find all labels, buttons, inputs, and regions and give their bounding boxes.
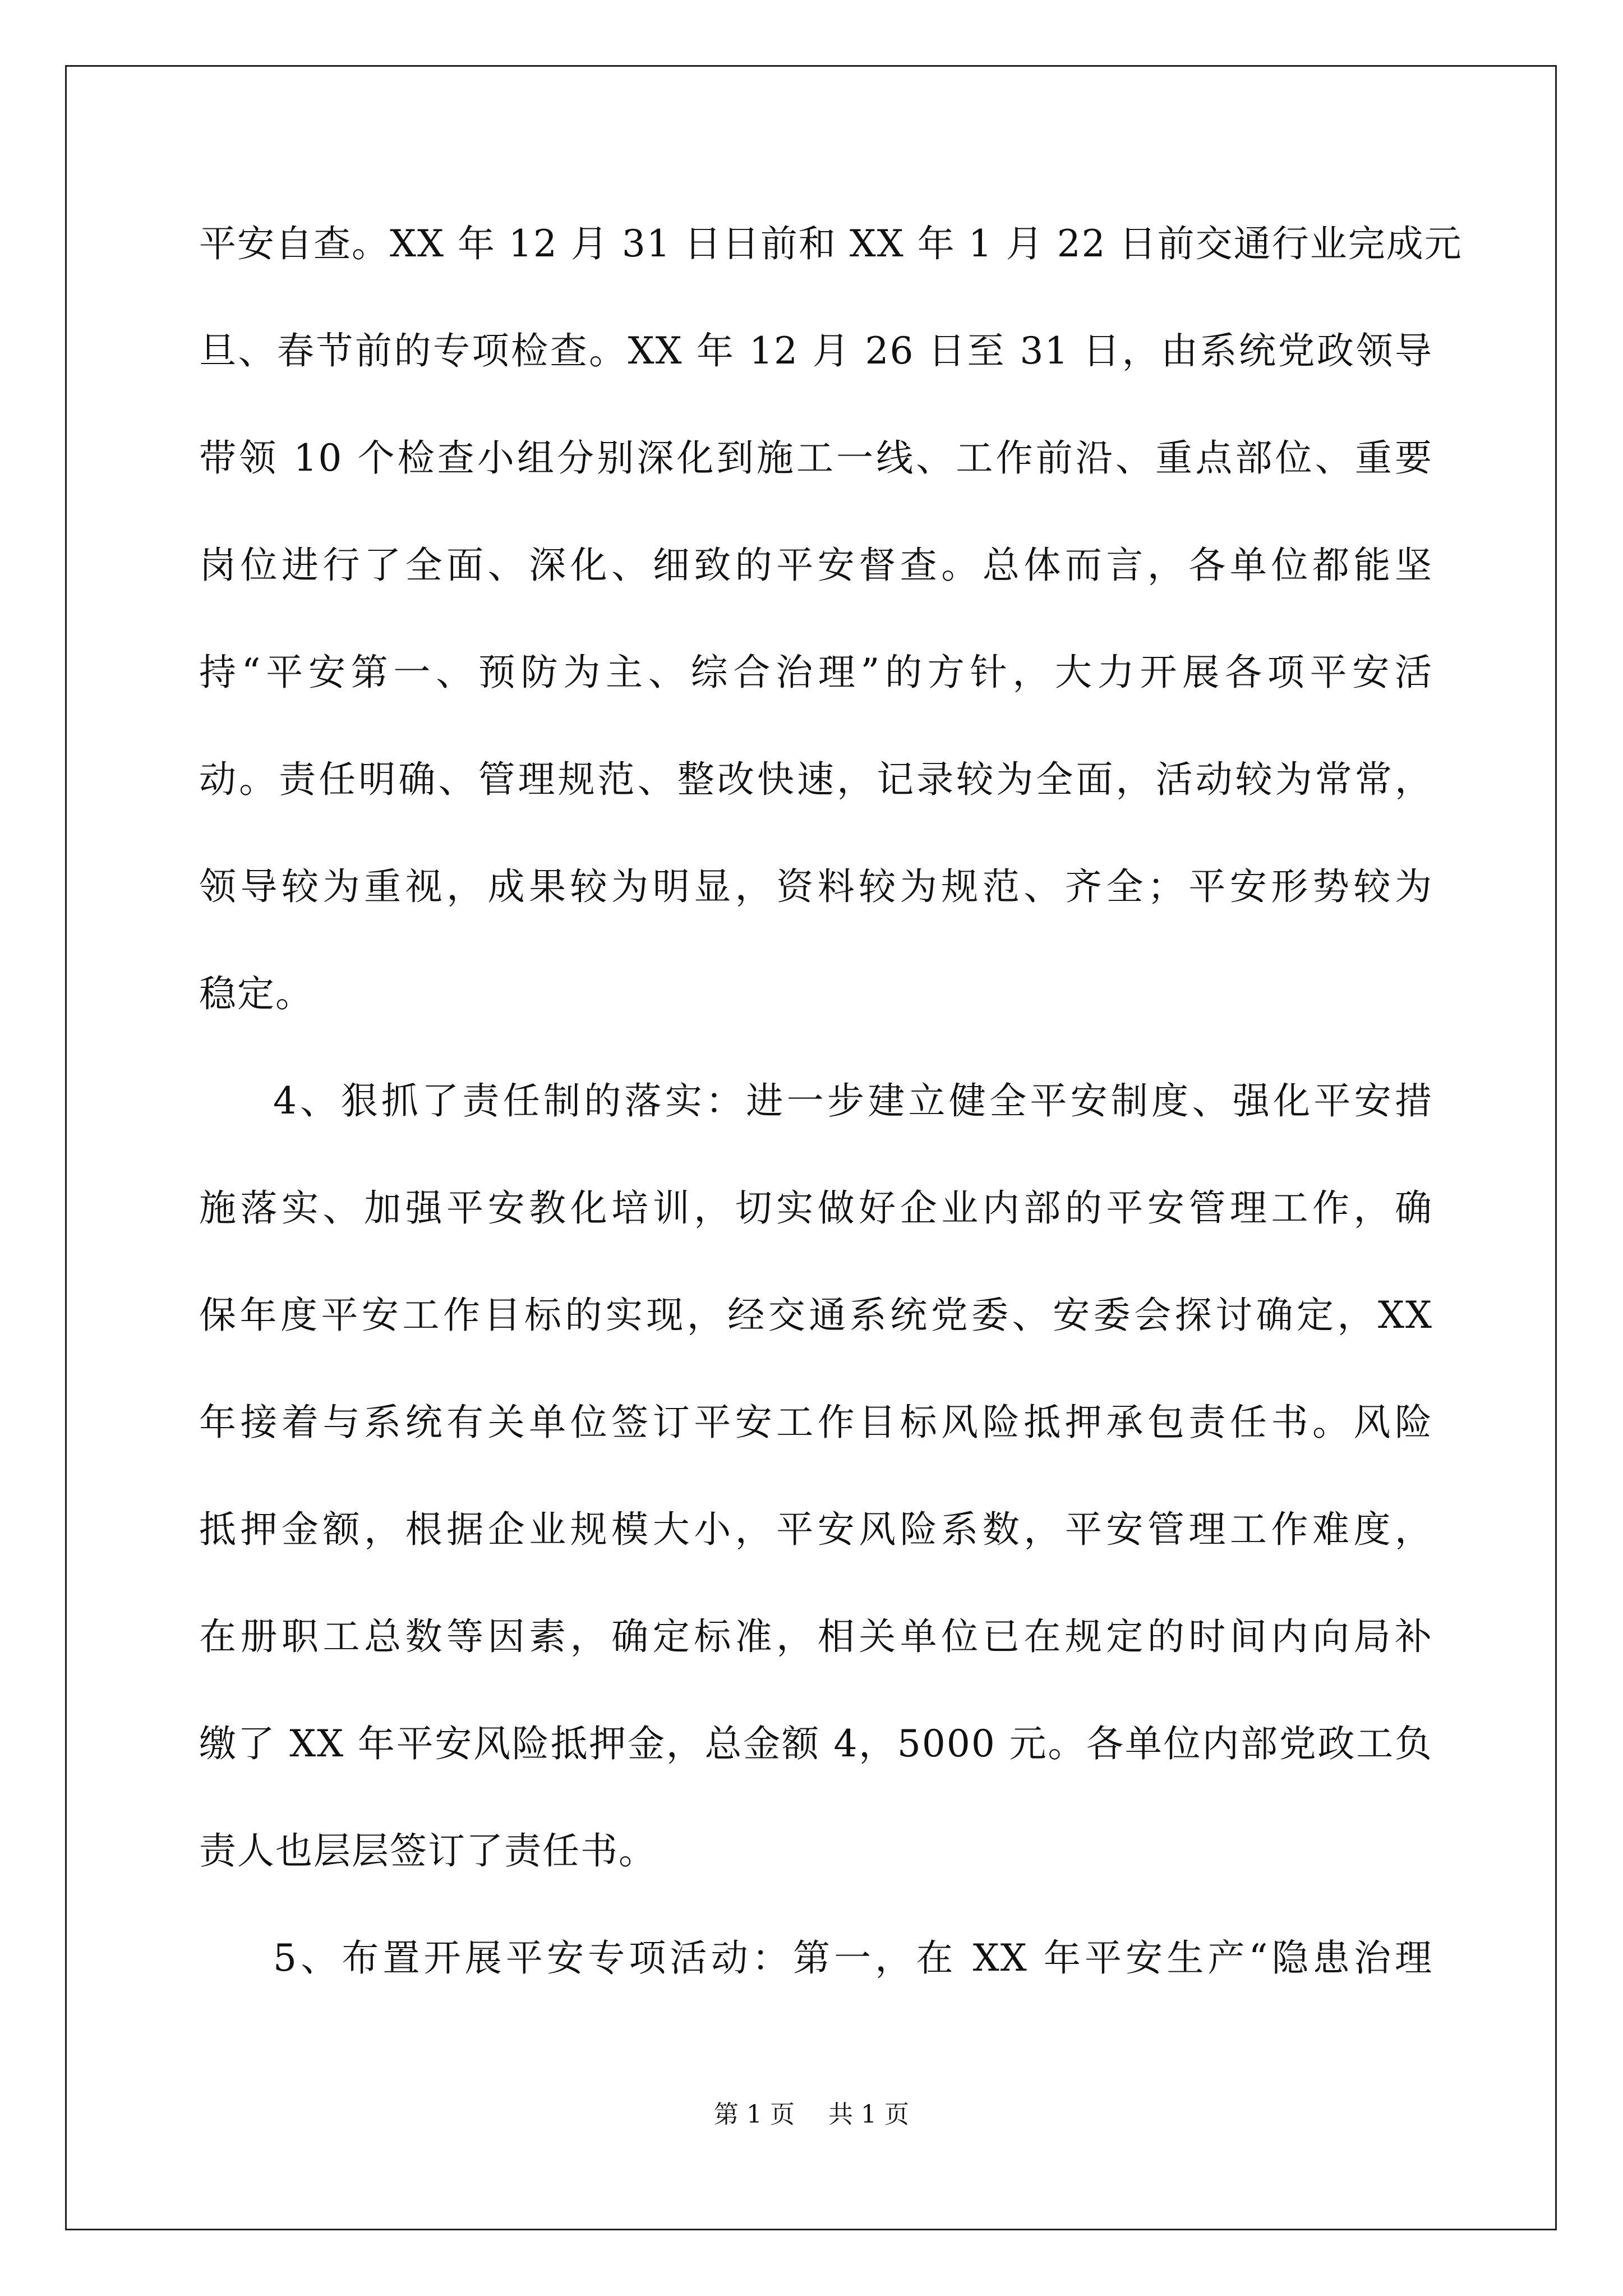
text-line: 领导较为重视，成果较为明显，资料较为规范、齐全；平安形势较为 <box>199 865 1433 908</box>
text-line: 持“平安第一、预防为主、综合治理”的方针，大力开展各项平安活 <box>199 651 1433 694</box>
text-line: 岗位进行了全面、深化、细致的平安督查。总体而言，各单位都能坚 <box>199 544 1433 587</box>
document-body <box>199 213 1463 2035</box>
text-line: 带领 10 个检查小组分别深化到施工一线、工作前沿、重点部位、重要 <box>199 436 1433 480</box>
text-line: 动。责任明确、管理规范、整改快速，记录较为全面，活动较为常常， <box>199 758 1433 801</box>
text-line: 平安自查。XX 年 12 月 31 日日前和 XX 年 1 月 22 日前交通行业完成元 <box>199 222 1463 265</box>
text-line: 缴了 XX 年平安风险抵押金，总金额 4，5000 元。各单位内部党政工负 <box>199 1722 1433 1765</box>
page-number-current: 第 1 页 <box>714 2100 795 2129</box>
text-line: 稳定。 <box>199 972 313 1015</box>
text-line: 责人也层层签订了责任书。 <box>199 1829 657 1872</box>
page-footer <box>0 2098 1623 2132</box>
text-line: 年接着与系统有关单位签订平安工作目标风险抵押承包责任书。风险 <box>199 1401 1433 1444</box>
text-line: 5、布置开展平安专项活动：第一，在 XX 年平安生产“隐患治理 <box>273 1936 1433 1980</box>
page-number-total: 共 1 页 <box>828 2100 909 2129</box>
text-line: 施落实、加强平安教化培训，切实做好企业内部的平安管理工作，确 <box>199 1186 1433 1230</box>
text-line: 抵押金额，根据企业规模大小，平安风险系数，平安管理工作难度， <box>199 1508 1433 1551</box>
text-line: 在册职工总数等因素，确定标准，相关单位已在规定的时间内向局补 <box>199 1615 1433 1658</box>
text-line: 旦、春节前的专项检查。XX 年 12 月 26 日至 31 日，由系统党政领导 <box>199 329 1433 372</box>
text-line: 4、狠抓了责任制的落实：进一步建立健全平安制度、强化平安措 <box>273 1079 1433 1122</box>
text-line: 保年度平安工作目标的实现，经交通系统党委、安委会探讨确定，XX <box>199 1294 1433 1337</box>
